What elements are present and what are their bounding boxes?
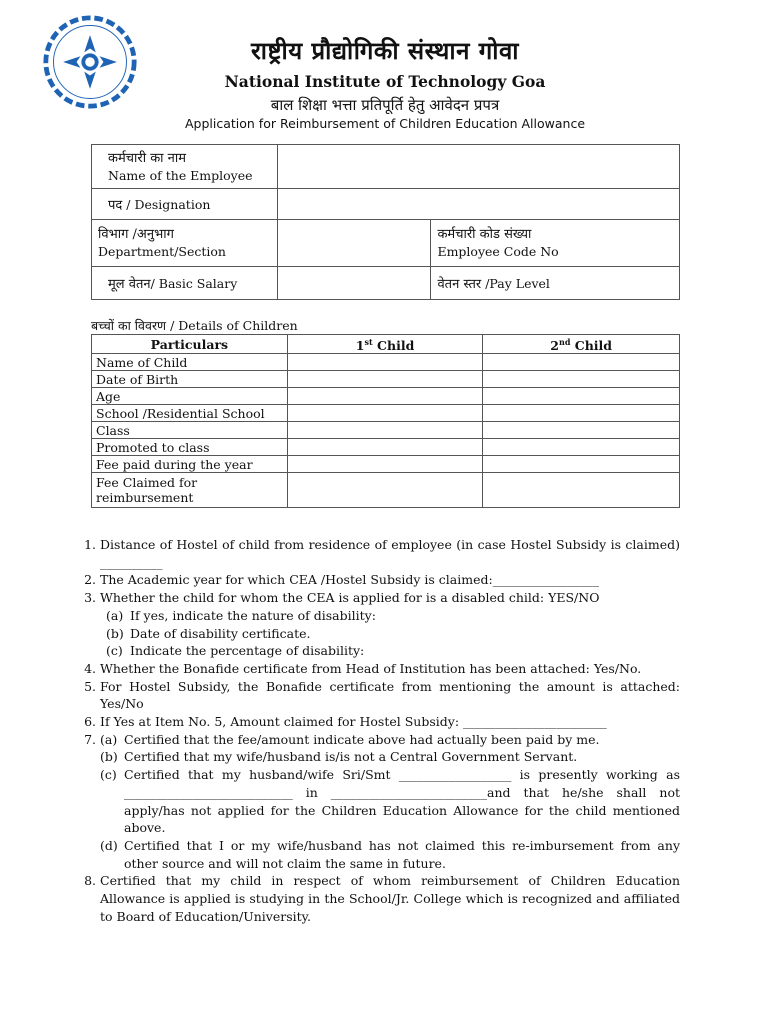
table-row bbox=[92, 371, 680, 388]
basic-salary-label: मूल वेतन/ Basic Salary bbox=[92, 267, 278, 300]
employee-name-label: कर्मचारी का नाम Name of the Employee bbox=[92, 145, 278, 189]
child2-cell[interactable] bbox=[483, 354, 680, 371]
child1-header: 1st Child bbox=[287, 335, 483, 354]
particulars-header: Particulars bbox=[92, 335, 288, 354]
child2-cell[interactable] bbox=[483, 388, 680, 405]
child1-cell[interactable] bbox=[287, 371, 483, 388]
list-item: 6. If Yes at Item No. 5, Amount claimed for Hostel Subsidy: _______________________ bbox=[84, 714, 607, 730]
child1-cell[interactable] bbox=[287, 405, 483, 422]
list-item: 1. Distance of Hostel of child from residence of employee (in case Hostel Subsidy is claimed) __________ bbox=[84, 537, 680, 570]
child2-cell[interactable] bbox=[483, 371, 680, 388]
institute-title-hindi: राष्ट्रीय प्रौद्योगिकी संस्थान गोवा bbox=[250, 36, 520, 65]
sub-item: (c) Certified that my husband/wife Sri/Smt __________________ is presently working as ___________________________ in _________________________and that he/she shall not apply/has not applied for the Children Education Allowance for the child mentioned above. bbox=[100, 767, 680, 836]
child2-cell[interactable] bbox=[483, 456, 680, 473]
child2-cell[interactable] bbox=[483, 405, 680, 422]
children-details-table bbox=[91, 334, 680, 508]
sub-item: (d) Certified that I or my wife/husband has not claimed this re-imbursement from any other source and will not claim the same in future. bbox=[100, 837, 680, 871]
list-item: 5. For Hostel Subsidy, the Bonafide certificate from mentioning the amount is attached: Yes/No bbox=[84, 678, 680, 712]
form-title-hindi: बाल शिक्षा भत्ता प्रतिपूर्ति हेतु आवेदन प्रपत्र bbox=[270, 96, 500, 114]
child2-header: 2nd Child bbox=[483, 335, 680, 354]
employee-code-label: कर्मचारी कोड संख्या Employee Code No bbox=[431, 220, 680, 267]
list-item: 8. Certified that my child in respect of whom reimbursement of Children Education Allowance is applied is studying in the School/Jr. College which is recognized and affiliated to Board of Education/University. bbox=[84, 873, 680, 924]
pay-level-label: वेतन स्तर /Pay Level bbox=[431, 267, 680, 300]
table-row bbox=[92, 388, 680, 405]
table-row bbox=[92, 439, 680, 456]
row-label: Fee Claimed for reimbursement bbox=[92, 473, 288, 508]
row-label: Name of Child bbox=[92, 354, 288, 371]
declaration-list bbox=[76, 536, 680, 925]
employee-details-table bbox=[91, 144, 680, 300]
form-title-english: Application for Reimbursement of Children Education Allowance bbox=[184, 116, 586, 131]
sub-item: (c) Indicate the percentage of disability: bbox=[106, 643, 365, 659]
child1-cell[interactable] bbox=[287, 456, 483, 473]
row-label: Date of Birth bbox=[92, 371, 288, 388]
row-label: Fee paid during the year bbox=[92, 456, 288, 473]
sub-item: (a) Certified that the fee/amount indicate above had actually been paid by me. bbox=[100, 731, 600, 747]
department-field[interactable] bbox=[277, 220, 431, 267]
child1-cell[interactable] bbox=[287, 388, 483, 405]
institute-title-english: National Institute of Technology Goa bbox=[224, 72, 546, 91]
child2-cell[interactable] bbox=[483, 422, 680, 439]
child1-cell[interactable] bbox=[287, 422, 483, 439]
table-row bbox=[92, 354, 680, 371]
table-row bbox=[92, 422, 680, 439]
row-label: School /Residential School bbox=[92, 405, 288, 422]
list-item: 4. Whether the Bonafide certificate from Head of Institution has been attached: Yes/No. bbox=[84, 660, 642, 676]
row-label: Promoted to class bbox=[92, 439, 288, 456]
employee-name-field[interactable] bbox=[277, 145, 679, 189]
nit-goa-logo bbox=[42, 14, 138, 110]
child2-cell[interactable] bbox=[483, 439, 680, 456]
child1-cell[interactable] bbox=[287, 439, 483, 456]
sub-item: (b) Date of disability certificate. bbox=[106, 625, 311, 641]
child1-cell[interactable] bbox=[287, 354, 483, 371]
sub-item: (b) Certified that my wife/husband is/is not a Central Government Servant. bbox=[100, 749, 578, 765]
list-item: 3. Whether the child for whom the CEA is applied for is a disabled child: YES/NO (a) If yes, indicate the nature of disability: (b) Date of disability certificate. (c) Indicate the percentage of disability: bbox=[76, 589, 680, 660]
designation-label: पद / Designation bbox=[92, 189, 278, 220]
designation-field[interactable] bbox=[277, 189, 679, 220]
list-item: 7. (a) Certified that the fee/amount indicate above had actually been paid by me. (b) Certified that my wife/husband is/is not a Central Government Servant. (c) Certified that my husband/wife Sri/Smt __________________ is presently working as ___________________________ in _________________________and that he/she shall not apply/has not applied for the Children Education Allowance for the child mentioned above. (d) Certified that I or my wife/husband has not claimed this re-imbursement from any other source and will not claim the same in future. bbox=[84, 731, 680, 871]
table-row bbox=[92, 473, 680, 508]
sub-item: (a) If yes, indicate the nature of disability: bbox=[106, 607, 376, 623]
children-caption: बच्चों का विवरण / Details of Children bbox=[91, 318, 298, 333]
table-row bbox=[92, 456, 680, 473]
table-row bbox=[92, 405, 680, 422]
child2-cell[interactable] bbox=[483, 473, 680, 508]
row-label: Age bbox=[92, 388, 288, 405]
basic-salary-field[interactable] bbox=[277, 267, 431, 300]
row-label: Class bbox=[92, 422, 288, 439]
department-label: विभाग /अनुभाग Department/Section bbox=[92, 220, 278, 267]
list-item: 2. The Academic year for which CEA /Hostel Subsidy is claimed:_________________ bbox=[84, 572, 599, 588]
child1-cell[interactable] bbox=[287, 473, 483, 508]
